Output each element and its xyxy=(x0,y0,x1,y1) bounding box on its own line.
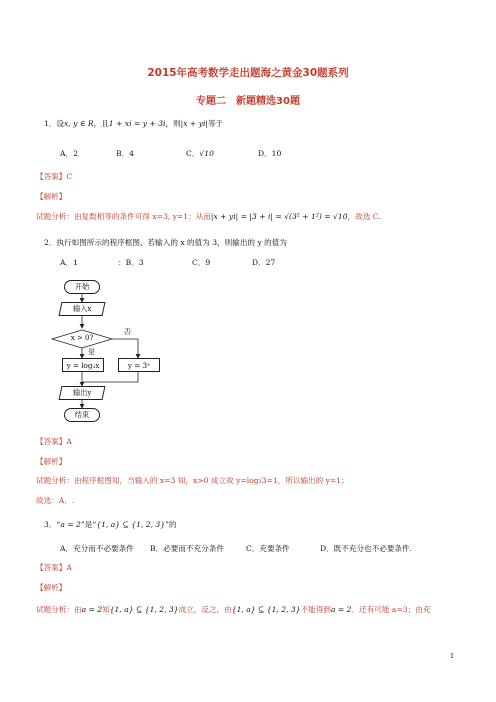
q3-analysis-label: 【解析】 xyxy=(36,583,67,592)
page-title: 2015年高考数学走出题海之黄金30题系列 xyxy=(147,67,349,79)
q1-option-b: B．4 xyxy=(116,149,135,158)
q3-analysis: 试题分析：由a = 2知{1, a} ⊆ {1, 2, 3}成立，反之，由{1, a} ⊆ {1, 2, 3}不能得到a = 2．还有可能 a=3；由充 xyxy=(36,605,431,614)
page-subtitle: 专题二 新题精选30题 xyxy=(196,96,300,107)
q1-option-a: A．2 xyxy=(60,149,78,158)
flow-end-node: 结束 xyxy=(64,408,100,422)
q3-option-c: C．充要条件 xyxy=(246,544,290,553)
q1-stem: 1．设x, y ∈ R，且1 + xi = y + 3i，则|x + yi|等于 xyxy=(44,119,224,128)
q2-option-d: D．27 xyxy=(252,258,276,267)
page-number: 1 xyxy=(450,652,455,660)
flow-yes-label: 是 xyxy=(88,348,95,356)
q2-analysis-label: 【解析】 xyxy=(36,457,67,466)
q1-answer: 【答案】C xyxy=(36,172,73,181)
q2-option-a: A．1 xyxy=(60,258,78,267)
q2-option-b: ：B．3 xyxy=(118,258,144,267)
flowchart-lines xyxy=(38,276,168,428)
q3-option-a: A．充分而不必要条件 xyxy=(60,544,134,553)
flow-condition-label: x > 0? xyxy=(70,334,94,342)
q3-answer: 【答案】A xyxy=(36,563,72,572)
q2-answer: 【答案】A xyxy=(36,437,72,446)
q2-option-c: C．9 xyxy=(192,258,211,267)
q3-option-d: D．既不充分也不必要条件. xyxy=(320,544,413,553)
flow-no-label: 否 xyxy=(124,328,131,336)
flow-power-node: y = 3ˣ xyxy=(118,358,160,372)
q1-analysis-label: 【解析】 xyxy=(36,192,67,201)
q3-stem: 3．“a = 2”是“{1, a} ⊆ {1, 2, 3}”的 xyxy=(44,520,177,529)
q2-stem: 2．执行如图所示的程序框图，若输入的 x 的值为 3，则输出的 y 的值为 xyxy=(44,238,287,247)
q1-option-c: C．√10 xyxy=(186,149,214,158)
flow-log-node: y = log₃x xyxy=(62,358,104,372)
q2-analysis: 试题分析：由程序框图知，当输入的 x=3 知，x>0 成立故 y=log₃3=1，所以输出的 y=1； xyxy=(36,476,349,485)
flow-start-node: 开始 xyxy=(64,280,100,294)
flow-output-node: 输出y xyxy=(59,386,106,400)
q1-option-d: D．10 xyxy=(258,149,282,158)
flow-input-node: 输入x xyxy=(59,302,106,316)
q3-option-b: B．必要而不充分条件 xyxy=(150,544,224,553)
q2-analysis-conclusion: 故选：A．. xyxy=(36,496,75,505)
q1-analysis: 试题分析：由复数相等的条件可得 x=3, y=1；从而|x + yi| = |3 + i| = √(3² + 1²) = √10，故选 C. xyxy=(36,212,381,221)
